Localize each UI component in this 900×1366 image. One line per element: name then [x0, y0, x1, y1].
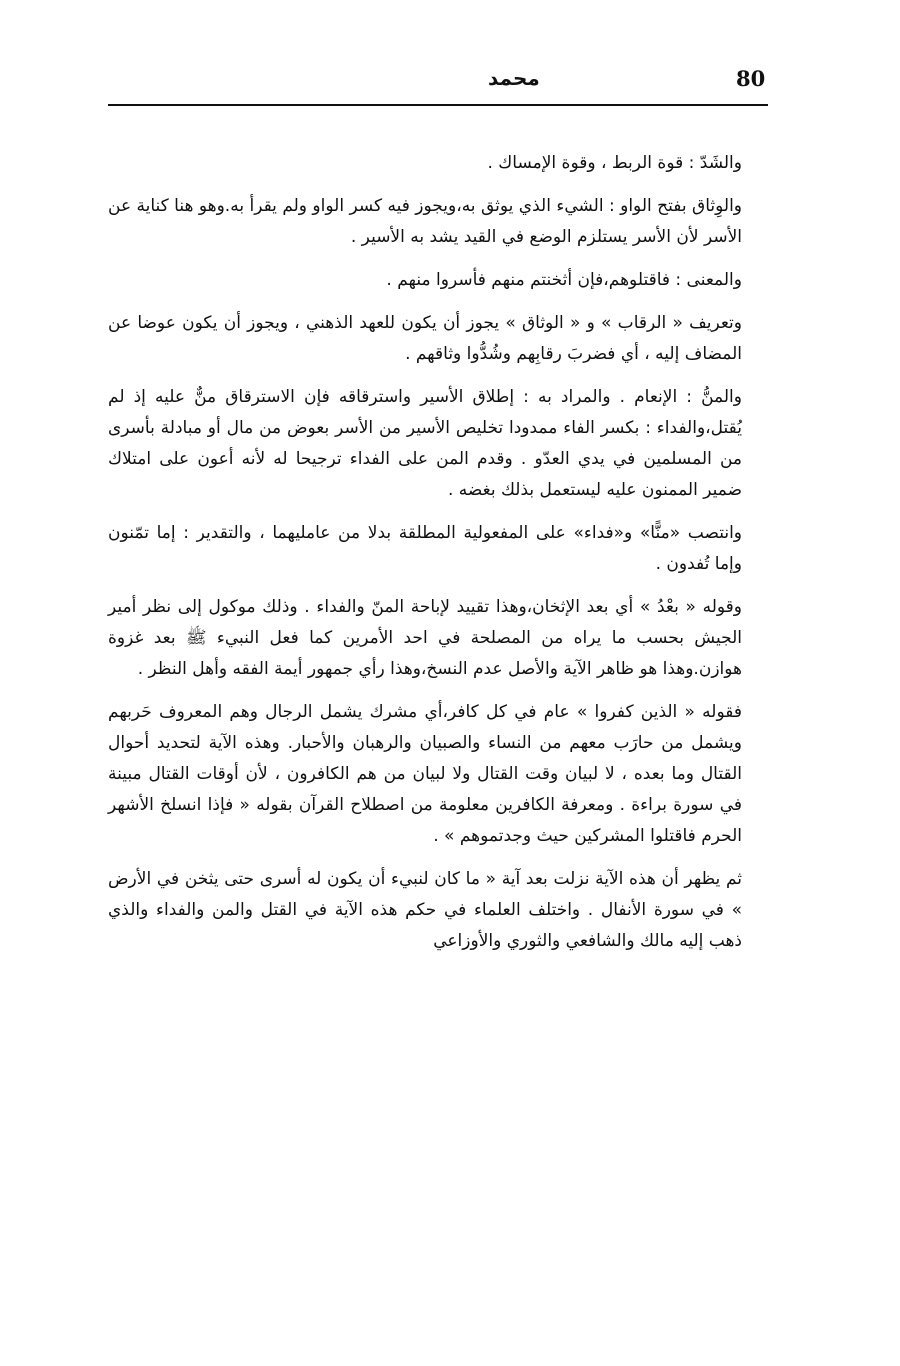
running-title: محمد [488, 66, 540, 90]
paragraph-meaning: والمعنى : فاقتلوهم،فإن أثخنتم منهم فأسروا منهم . [386, 270, 742, 290]
paragraph-shadd: والشَدّ : قوة الربط ، وقوة الإمساك . [487, 153, 742, 173]
page-body [108, 148, 768, 969]
header-rule [108, 104, 768, 106]
paragraph-kafaru: فقوله « الذين كفروا » عام في كل كافر،أي مشرك يشمل الرجال وهم المعروف حَربهم ويشمل من حارَب معهم من النساء والصبيان والرهبان والأحبار. وهذه الآية لتحديد أحوال القتال وما بعده ، لا لبيان وقت القتال ولا لبيان من هم الكافرون ، لأن أوقات القتال مبينة في سورة براءة . ومعرفة الكافرين معلومة من اصطلاح القرآن بقوله « فإذا انسلخ الأشهر الحرم فاقتلوا المشركين حيث وجدتموهم » . [108, 702, 742, 846]
paragraph-bad: وقوله « بعْدُ » أي بعد الإثخان،وهذا تقييد لإباحة المنّ والفداء . وذلك موكول إلى نظر أمير الجيش بحسب ما يراه من المصلحة في احد الأمرين كما فعل النبيء ﷺ بعد غزوة هوازن.وهذا هو ظاهر الآية والأصل عدم النسخ،وهذا رأي جمهور أيمة الفقه وأهل النظر . [108, 597, 742, 679]
paragraph-definiteness: وتعريف « الرقاب » و « الوثاق » يجوز أن يكون للعهد الذهني ، ويجوز أن يكون عوضا عن المضاف إليه ، أي فضربَ رقابِهم وشُدُّوا وثاقهم . [108, 313, 742, 364]
page-number: 80 [736, 66, 766, 91]
paragraph-accusative: وانتصب «منًّا» و«فداء» على المفعولية المطلقة بدلا من عامليهما ، والتقدير : إما تمّنون وإما تُفدون . [108, 523, 742, 574]
page-header [108, 64, 768, 104]
paragraph-mann: والمنُّ : الإنعام . والمراد به : إطلاق الأسير واسترقاقه فإن الاسترقاق منٌّ عليه إذ لم يُقتل،والفداء : بكسر الفاء ممدودا تخليص الأسير من الأسر بعوض من مال أو مبادلة بأسرى من المسلمين في يدي العدّو . وقدم المن على الفداء ترجيحا له لأنه أعون على امتلاك ضمير الممنون عليه ليستعمل بذلك بغضه . [108, 387, 742, 500]
paragraph-wathaq: والوِثاق بفتح الواو : الشيء الذي يوثق به،ويجوز فيه كسر الواو ولم يقرأ به.وهو هنا كناية عن الأسر لأن الأسر يستلزم الوضع في القيد يشد به الأسير . [108, 196, 742, 247]
paragraph-abrogation: ثم يظهر أن هذه الآية نزلت بعد آية « ما كان لنبيء أن يكون له أسرى حتى يثخن في الأرض » في سورة الأنفال . واختلف العلماء في حكم هذه الآية في القتل والمن والفداء والذي ذهب إليه مالك والشافعي والثوري والأوزاعي [108, 869, 742, 951]
